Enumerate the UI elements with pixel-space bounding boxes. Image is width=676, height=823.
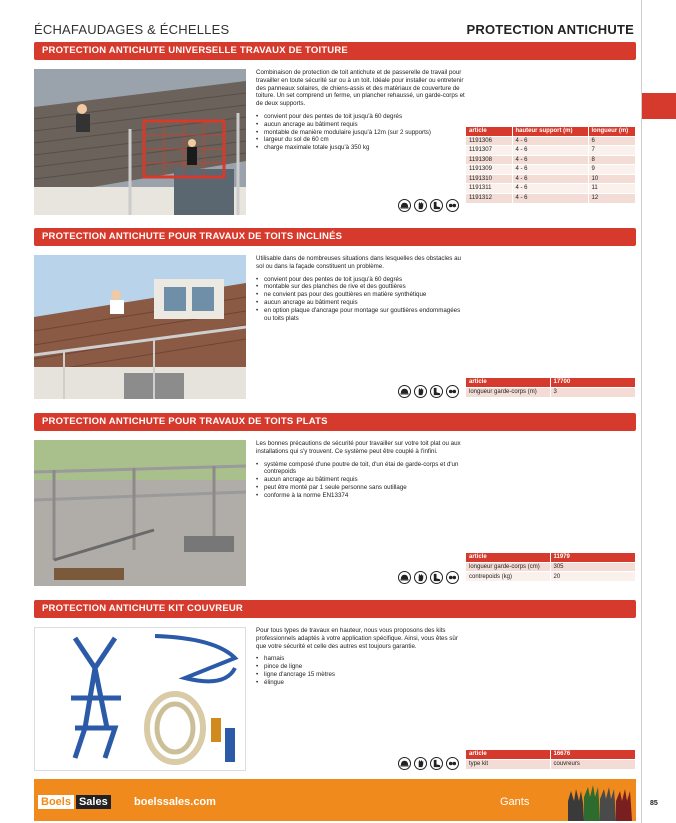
section-header-bar [34,413,636,431]
section-description [256,440,466,500]
column-header: article [466,750,550,759]
category-title: ÉCHAFAUDAGES & ÉCHELLES [34,22,230,37]
feature-item: • en option plaque d'ancrage pour montage sur gouttières endommagées ou toits plats [256,307,466,323]
table-row [466,146,636,156]
cell: 1191309 [466,165,512,175]
section-header-title: PROTECTION ANTICHUTE KIT COUVREUR [42,603,243,614]
column-header: article [466,553,550,562]
section-header-title: PROTECTION ANTICHUTE UNIVERSELLE TRAVAUX DE TOITURE [42,45,348,56]
glove-icon [414,199,427,212]
cell: 1191307 [466,146,512,156]
description-text: Pour tous types de travaux en hauteur, nous vous proposons des kits professionnels adaptés à votre application spécifique. Ainsi, vous êtes sûr que votre sécurité et celle des autres est toujours garantie. [256,627,458,650]
cell: contrepoids (kg) [466,572,550,582]
ppe-icons [398,199,459,212]
feature-item: • harnais [256,655,466,663]
feature-list [256,276,466,323]
helmet-icon [398,385,411,398]
product-photo [34,440,246,586]
feature-item: • aucun ancrage au bâtiment requis [256,476,466,484]
section-description [256,69,466,152]
product-section-roofer-kit [34,600,636,776]
website-link[interactable]: boelssales.com [134,796,216,808]
table-row [466,562,636,572]
product-section-inclined-roof [34,228,636,408]
cell: 3 [550,387,636,397]
feature-list [256,461,466,500]
cell: 1191306 [466,136,512,146]
table-header-row [466,378,636,387]
page-header [34,22,634,40]
cell: 1191312 [466,193,512,203]
cell: 1191310 [466,174,512,184]
gloves-icon [562,779,636,821]
section-description [256,255,466,322]
goggles-icon [446,571,459,584]
cell: couvreurs [550,759,636,769]
column-header: 16676 [550,750,636,759]
feature-item: • système composé d'une poutre de toit, d'un étai de garde-corps et d'un contrepoids [256,461,466,477]
feature-item: • pince de ligne [256,663,466,671]
page-divider [641,0,642,823]
cell: 1191308 [466,155,512,165]
feature-item: • peut être monté par 1 seule personne sans outillage [256,484,466,492]
column-header: article [466,378,550,387]
helmet-icon [398,199,411,212]
spec-table [466,750,636,769]
cell: type kit [466,759,550,769]
logo-part-right: Sales [76,795,111,809]
cell: 12 [588,193,636,203]
feature-item: • montable de manière modulaire jusqu'à 12m (sur 2 supports) [256,129,466,137]
logo-part-left: Boels [38,795,74,809]
table-row [466,572,636,582]
spec-table [466,378,636,397]
cell: 10 [588,174,636,184]
product-photo [34,255,246,399]
table-row [466,387,636,397]
cell: 4 - 6 [512,174,588,184]
cell: 20 [550,572,636,582]
cell: 7 [588,146,636,156]
table-row [466,136,636,146]
cell: 9 [588,165,636,175]
spec-table [466,553,636,581]
column-header: hauteur support (m) [512,127,588,136]
brand-logo[interactable] [38,795,111,809]
glove-icon [414,385,427,398]
cell: 4 - 6 [512,165,588,175]
table-row [466,759,636,769]
cell: 1191311 [466,184,512,194]
cell: 4 - 6 [512,136,588,146]
feature-list [256,113,466,152]
column-header: longueur (m) [588,127,636,136]
cell: 305 [550,562,636,572]
product-photo [34,627,246,771]
feature-item: • largeur du sol de 60 cm [256,136,466,144]
cell: 4 - 6 [512,184,588,194]
product-section-flat-roof [34,413,636,593]
glove-icon [414,571,427,584]
boot-icon [430,385,443,398]
goggles-icon [446,385,459,398]
feature-item: • montable sur des planches de rive et des gouttières [256,283,466,291]
ppe-icons [398,571,459,584]
feature-item: • ne convient pas pour des gouttières en matière synthétique [256,291,466,299]
section-header-title: PROTECTION ANTICHUTE POUR TRAVAUX DE TOITS INCLINÉS [42,231,343,242]
description-text: Utilisable dans de nombreuses situations dans lesquelles des obstacles au sol ou dans la façade constituent un problème. [256,255,461,270]
feature-item: • aucun ancrage au bâtiment requis [256,299,466,307]
cell: 11 [588,184,636,194]
feature-item: • élingue [256,679,466,687]
table-row [466,174,636,184]
cell: 4 - 6 [512,155,588,165]
section-header-bar [34,228,636,246]
boot-icon [430,571,443,584]
cell: 4 - 6 [512,146,588,156]
goggles-icon [446,757,459,770]
table-header-row [466,553,636,562]
feature-item: • convient pour des pentes de toit jusqu'à 60 degrés [256,113,466,121]
cell: 8 [588,155,636,165]
table-row [466,184,636,194]
ppe-icons [398,757,459,770]
feature-item: • aucun ancrage au bâtiment requis [256,121,466,129]
section-title: PROTECTION ANTICHUTE [466,22,634,37]
product-section-roof-universal [34,42,636,222]
feature-item: • conforme à la norme EN13374 [256,492,466,500]
table-row [466,155,636,165]
cell: 6 [588,136,636,146]
column-header: 11979 [550,553,636,562]
table-row [466,193,636,203]
page-number: 85 [650,800,658,807]
feature-list [256,655,466,686]
description-text: Combinaison de protection de toit antichute et de passerelle de travail pour travailler en toute sécurité sur ou à un toit. Idéale pour installer ou entretenir des panneaux solaires, de chiens-assis et des matériaux de couverture de toiture. Un set comprend un ferme, un plancher rehaussé, un garde-corps et de deux supports. [256,69,465,108]
table-header-row [466,750,636,759]
glove-icon [414,757,427,770]
page-footer [34,779,636,821]
column-header: 17700 [550,378,636,387]
boot-icon [430,199,443,212]
spec-table [466,127,636,203]
section-header-bar [34,600,636,618]
column-header: article [466,127,512,136]
cell: 4 - 6 [512,193,588,203]
footer-category-link[interactable]: Gants [500,796,530,808]
ppe-icons [398,385,459,398]
feature-item: • convient pour des pentes de toit jusqu'à 60 degrés [256,276,466,284]
section-description [256,627,466,687]
feature-item: • charge maximale totale jusqu'à 350 kg [256,144,466,152]
side-tab[interactable] [642,93,676,119]
goggles-icon [446,199,459,212]
feature-item: • ligne d'ancrage 15 mètres [256,671,466,679]
helmet-icon [398,757,411,770]
table-header-row [466,127,636,136]
boot-icon [430,757,443,770]
description-text: Les bonnes précautions de sécurité pour travailler sur votre toit plat ou aux installations qui s'y trouvent. Ce système peut être couplé à l'infini. [256,440,461,455]
cell: longueur garde-corps (cm) [466,562,550,572]
table-row [466,165,636,175]
section-header-bar [34,42,636,60]
cell: longueur garde-corps (m) [466,387,550,397]
product-photo [34,69,246,215]
section-header-title: PROTECTION ANTICHUTE POUR TRAVAUX DE TOITS PLATS [42,416,328,427]
helmet-icon [398,571,411,584]
